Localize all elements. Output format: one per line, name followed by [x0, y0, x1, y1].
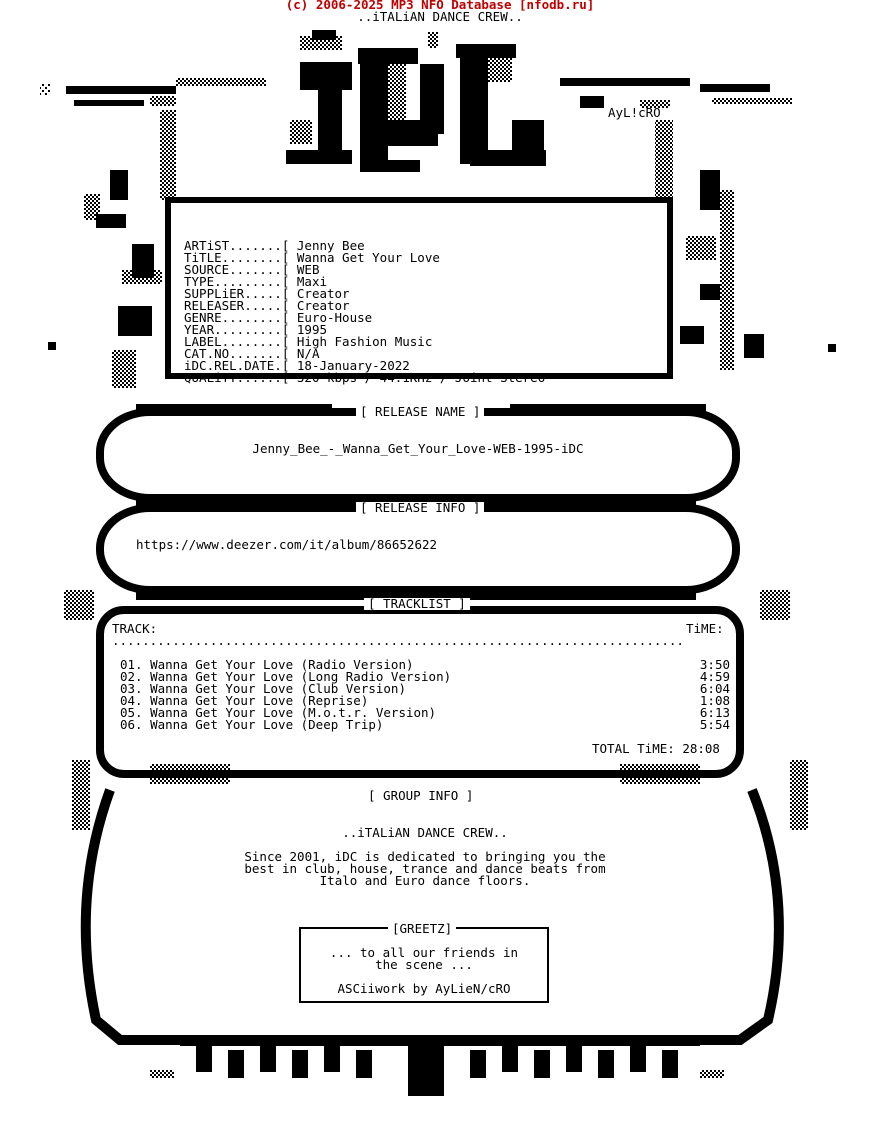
crew-top-label: ..iTALiAN DANCE CREW..: [357, 9, 523, 24]
info-value: Euro-House: [296, 310, 373, 325]
tracklist-col-track: TRACK:: [112, 621, 158, 636]
info-value: WEB: [296, 262, 320, 277]
greetz-title: [GREETZ]: [388, 923, 456, 935]
track-time: 6:04: [699, 681, 730, 696]
track-number: 01.: [120, 657, 143, 672]
track-name: Wanna Get Your Love (Deep Trip): [150, 717, 384, 732]
release-info-url[interactable]: https://www.deezer.com/it/album/86652622: [136, 537, 438, 552]
info-value: Jenny Bee: [296, 238, 365, 253]
nfodb-source-line: (c) 2006-2025 MP3 NFO Database [nfodb.ru]: [285, 0, 595, 12]
track-entry: [120, 719, 383, 731]
info-value: 1995: [296, 322, 327, 337]
info-row: [184, 372, 545, 384]
tracklist-col-time: TiME:: [686, 621, 724, 636]
total-time-value: 28:08: [682, 741, 720, 756]
release-name-title: [ RELEASE NAME ]: [356, 406, 484, 418]
track-time: 6:13: [699, 705, 730, 720]
info-value: Wanna Get Your Love: [296, 250, 440, 265]
info-label: ARTiST.......[: [184, 238, 290, 253]
art-credit: AyL!cRO: [608, 105, 661, 120]
total-time-label: [592, 743, 720, 755]
info-label: RELEASER.....[: [184, 298, 290, 313]
info-label: iDC.REL.DATE.[: [184, 358, 290, 373]
greetz-line: the scene ...: [375, 957, 473, 972]
release-name-value: Jenny_Bee_-_Wanna_Get_Your_Love-WEB-1995-iDC: [252, 441, 584, 456]
track-number: 05.: [120, 705, 143, 720]
track-number: 03.: [120, 681, 143, 696]
info-value: N/A: [296, 346, 320, 361]
track-list: [120, 659, 730, 731]
info-label: CAT.NO.......[: [184, 346, 290, 361]
greetz-credit: ASCiiwork by AyLieN/cRO: [337, 981, 511, 996]
track-name: Wanna Get Your Love (M.o.t.r. Version): [150, 705, 437, 720]
group-info-description: [0, 851, 850, 887]
release-info-table: [184, 216, 545, 396]
track-number: 04.: [120, 693, 143, 708]
track-name: Wanna Get Your Love (Reprise): [150, 693, 369, 708]
info-label: GENRE........[: [184, 310, 290, 325]
info-label: YEAR.........[: [184, 322, 290, 337]
greetz-line: ... to all our friends in: [329, 945, 519, 960]
info-value: 320 kbps / 44.1KHz / Joint Stereo: [296, 370, 546, 385]
info-label: QUALiTY......[: [184, 370, 290, 385]
group-info-line: best in club, house, trance and dance beats from: [244, 861, 606, 876]
greetz-message: [300, 947, 548, 971]
total-time-text: TOTAL TiME:: [592, 741, 675, 756]
track-name: Wanna Get Your Love (Long Radio Version): [150, 669, 452, 684]
info-label: TiTLE........[: [184, 250, 290, 265]
idc-logo: [286, 30, 546, 172]
track-number: 02.: [120, 669, 143, 684]
track-time: 3:50: [699, 657, 730, 672]
group-info-crew: ..iTALiAN DANCE CREW..: [342, 825, 508, 840]
info-value: 18-January-2022: [296, 358, 410, 373]
info-label: SOURCE.......[: [184, 262, 290, 277]
info-value: Creator: [296, 286, 350, 301]
track-time: 1:08: [699, 693, 730, 708]
info-label: LABEL........[: [184, 334, 290, 349]
group-info-line: Italo and Euro dance floors.: [319, 873, 531, 888]
track-name: Wanna Get Your Love (Club Version): [150, 681, 406, 696]
group-info-line: Since 2001, iDC is dedicated to bringing you the: [244, 849, 606, 864]
info-value: High Fashion Music: [296, 334, 433, 349]
info-value: Maxi: [296, 274, 327, 289]
group-info-title: [ GROUP INFO ]: [364, 790, 477, 802]
info-value: Creator: [296, 298, 350, 313]
track-time: 4:59: [699, 669, 730, 684]
info-label: TYPE.........[: [184, 274, 290, 289]
track-name: Wanna Get Your Love (Radio Version): [150, 657, 414, 672]
info-label: SUPPLiER.....[: [184, 286, 290, 301]
tracklist-dots: ............................................................................: [112, 635, 684, 647]
tracklist-title: [ TRACKLIST ]: [364, 598, 470, 610]
track-time: 5:54: [699, 717, 730, 732]
release-info-title: [ RELEASE INFO ]: [356, 502, 484, 514]
track-row: [120, 719, 730, 731]
track-number: 06.: [120, 717, 143, 732]
